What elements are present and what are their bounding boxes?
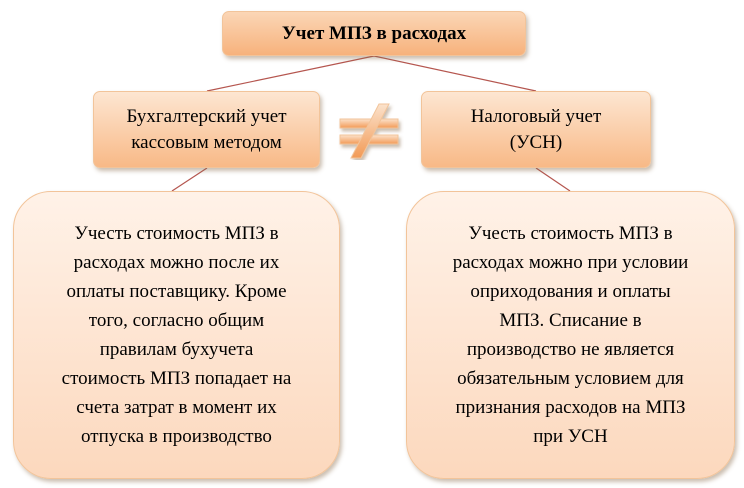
title-text: Учет МПЗ в расходах xyxy=(281,22,467,44)
tax-description-text: Учесть стоимость МПЗ в расходах можно при условии оприходования и оплаты МПЗ. Списание в производство не является обязательным условием для признания расходов на МПЗ при УСН xyxy=(452,223,689,447)
tax-accounting-heading: Налоговый учет (УСН) xyxy=(470,105,602,153)
tax-description-node xyxy=(406,191,735,479)
accounting-method-heading: Бухгалтерский учет кассовым методом xyxy=(126,105,287,153)
accounting-method-node xyxy=(93,91,320,168)
accounting-description-node xyxy=(13,191,340,479)
connector-left-mid-to-bottom xyxy=(172,168,207,191)
title-node xyxy=(222,11,526,56)
accounting-description-text: Учесть стоимость МПЗ в расходах можно после их оплаты поставщику. Кроме того, согласно общим правилам бухучета стоимость МПЗ попадает на счета затрат в момент их отпуска в производство xyxy=(61,223,292,447)
tax-accounting-node xyxy=(421,91,651,168)
connector-title-to-right xyxy=(374,56,536,91)
connector-right-mid-to-bottom xyxy=(536,168,570,191)
connector-title-to-left xyxy=(207,56,374,91)
not-equal-icon xyxy=(335,102,405,160)
